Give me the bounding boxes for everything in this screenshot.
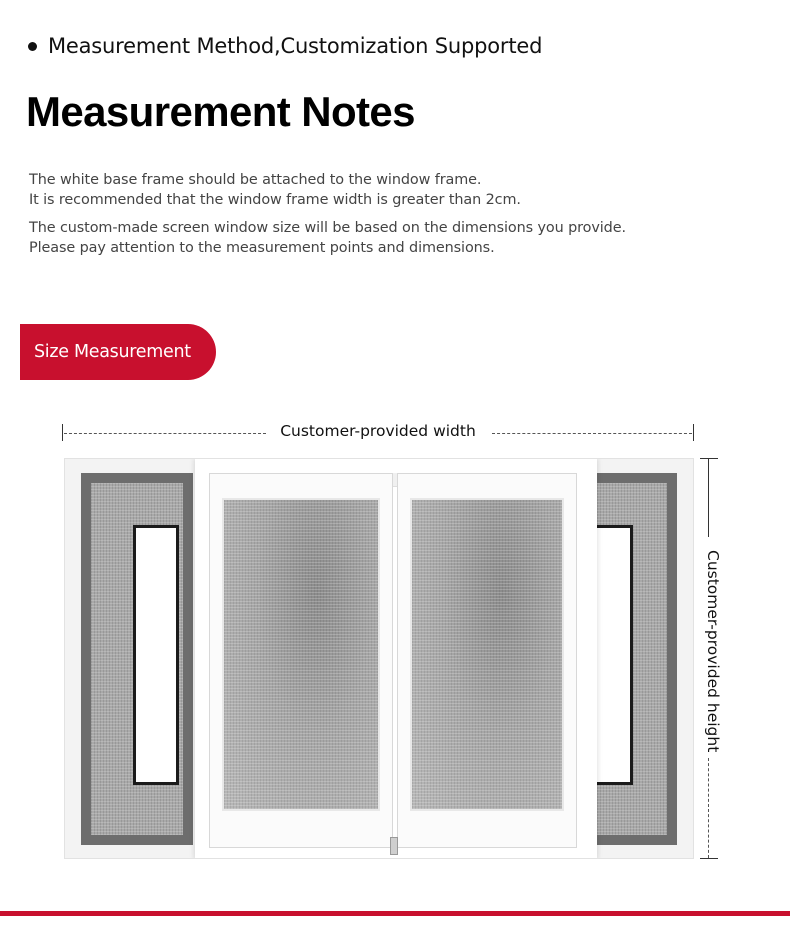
height-bottom-tick xyxy=(700,858,718,859)
screen-window xyxy=(195,459,597,859)
height-top-tick xyxy=(700,458,718,459)
note-line: The white base frame should be attached to the window frame. xyxy=(29,172,482,188)
left-screen-sash xyxy=(209,473,393,848)
note-line: The custom-made screen window size will be based on the dimensions you provide. xyxy=(29,220,626,236)
right-screen-sash xyxy=(397,473,577,848)
method-heading-text: Measurement Method,Customization Supported xyxy=(48,34,543,58)
left-mesh-panel xyxy=(222,498,380,811)
width-dimension-indicator xyxy=(62,420,694,446)
bullet-dot-icon xyxy=(28,42,37,51)
measurement-notes xyxy=(29,170,626,258)
height-top-line xyxy=(708,459,709,537)
window-illustration xyxy=(64,458,694,859)
sash-handle-icon xyxy=(390,837,398,855)
note-line: It is recommended that the window frame width is greater than 2cm. xyxy=(29,192,521,208)
left-window-frame xyxy=(81,473,193,845)
height-label: Customer-provided height xyxy=(704,550,722,753)
method-heading xyxy=(28,34,542,58)
bottom-accent-bar xyxy=(0,911,790,916)
right-mesh-panel xyxy=(410,498,564,811)
page-title: Measurement Notes xyxy=(26,88,415,135)
width-label: Customer-provided width xyxy=(280,422,476,440)
left-glass-pane xyxy=(133,525,179,785)
size-measurement-badge: Size Measurement xyxy=(20,324,216,380)
height-bottom-dash xyxy=(708,758,709,858)
note-line: Please pay attention to the measurement points and dimensions. xyxy=(29,240,495,256)
